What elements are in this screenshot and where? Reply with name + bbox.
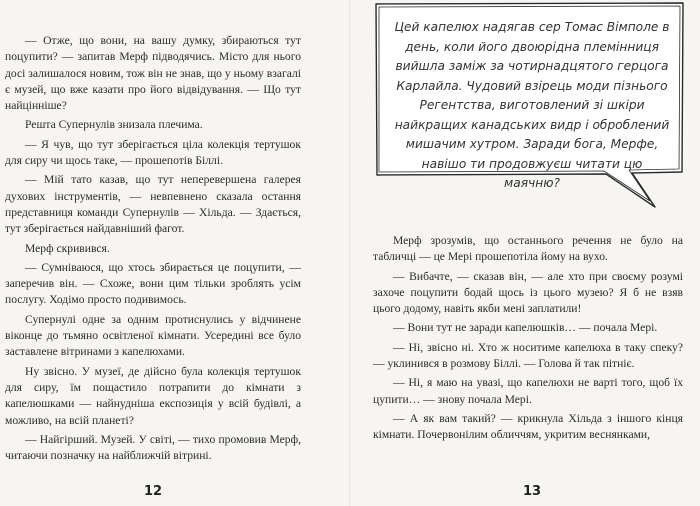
paragraph: Супернулі одне за одним протиснулись у відчинене віконце до тьмяно освітленої кімнати. Усередині все було заставлене вітринами з капелюхами.: [5, 312, 301, 359]
page-number: 13: [523, 484, 542, 499]
paragraph: Мерф зрозумів, що останнього речення не було на табличці — це Мері прошепотіла йому на вухо.: [373, 234, 683, 264]
right-page-text: [373, 233, 683, 447]
page-number: 12: [144, 484, 163, 499]
paragraph: Решта Супернулів знизала плечима.: [25, 118, 203, 132]
right-page: [350, 0, 700, 506]
paragraph: — Ні, я маю на увазі, що капелюхи не варті того, щоб їх цупити… — знову почала Мері.: [373, 376, 683, 406]
paragraph: Ну звісно. У музеї, де дійсно була колекція тертушок для сиру, їм пощастило потрапити до кімнати з капелюшками — найнудніша експозиція у всій будівлі, а можливо, на всій планеті?: [5, 364, 301, 427]
label-text: Цей капелюх надягав сер Томас Вімполе в день, коли його двоюрідна племінниця вийшла заміж за чотирнадцятого герцога Карлайла. Чудовий взірець моди пізнього Регентства, виготовлений зі шкіри найкращих канадських видр і оброблений мишачим хутром. Заради бога, Мерфе, навішо ти продовжуєш читати цю маячню?: [394, 20, 670, 190]
handwritten-museum-label: [370, 0, 690, 215]
paragraph: — Вони тут не заради капелюшків… — почала Мері.: [393, 321, 658, 335]
paragraph: — Найгірший. Музей. У світі, — тихо промовив Мерф, читаючи позначку на найближчій вітрині.: [5, 432, 301, 463]
left-page-text: [5, 33, 301, 467]
paragraph: Мерф скривився.: [25, 241, 110, 255]
paragraph: — Мій тато казав, що тут неперевершена галерея духових інструментів, — невпевнено сказала остання представниця команди Супернулів — Хільда. — Здається, тут зберігається найдавніший фагот.: [5, 173, 301, 236]
paragraph: — Сумніваюся, що хтось збирається це поцупити, — заперечив він. — Схоже, вони цим тільки зроблять усім послугу. Ходімо просто подивимось.: [5, 260, 301, 307]
paragraph: — Ні, звісно ні. Хто ж носитиме капелюха в таку спеку? — уклинився в розмову Біллі. — Голова й так пітніє.: [373, 340, 683, 371]
paragraph: — А як вам такий? — крикнула Хільда з іншого кінця кімнати. Почервонілим обличчям, укритим веснянками,: [373, 411, 683, 442]
paragraph: — Вибачте, — сказав він, — але хто при своєму розумі захоче поцупити бодай щось із цього музею? Я б не взяв цього додому, навіть якби мені заплатили!: [373, 269, 683, 316]
paragraph: — Я чув, що тут зберігається ціла колекція тертушок для сиру чи щось таке, — прошепотів Біллі.: [5, 137, 301, 168]
paragraph: — Отже, що вони, на вашу думку, збираються тут поцупити? — запитав Мерф підводячись. Місто для нього досі залишалося новим, тож він не знав, що у ньому взагалі є музей, що вже казати про його відвідування. — Що тут найцінніше?: [5, 34, 301, 113]
